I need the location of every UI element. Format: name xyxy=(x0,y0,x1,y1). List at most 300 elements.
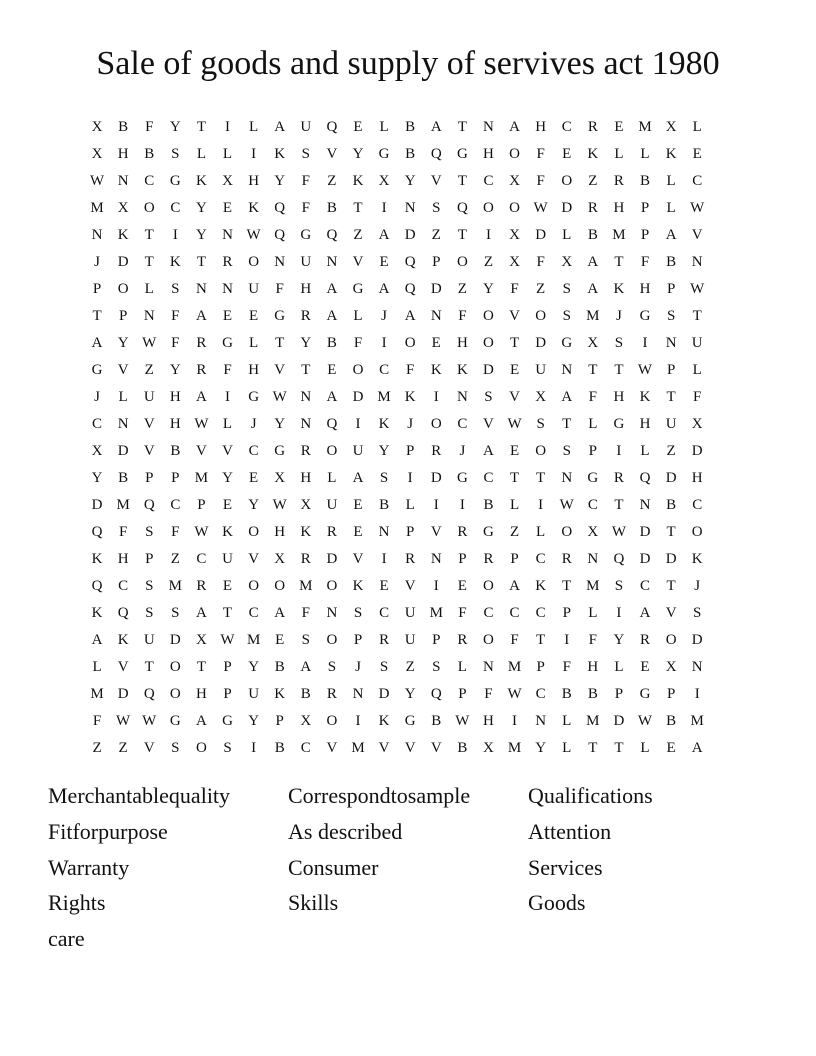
grid-letter: E xyxy=(379,254,389,270)
grid-letter: Q xyxy=(326,119,338,135)
grid-letter: X xyxy=(300,713,312,729)
grid-letter: H xyxy=(169,416,181,432)
grid-letter: M xyxy=(194,470,209,486)
grid-letter: C xyxy=(118,578,129,594)
grid-letter: E xyxy=(509,362,520,378)
grid-letter: E xyxy=(249,308,259,324)
grid-letter: S xyxy=(614,335,624,351)
grid-letter: A xyxy=(639,605,651,621)
grid-letter: E xyxy=(614,119,624,135)
grid-letter: B xyxy=(405,146,416,162)
grid-letter: C xyxy=(483,173,494,189)
grid-letter: S xyxy=(171,281,180,297)
grid-letter: V xyxy=(430,173,442,189)
grid-letter: D xyxy=(665,470,677,486)
grid-letter: M xyxy=(429,605,443,621)
grid-letter: C xyxy=(692,173,703,189)
word-list-item: Merchantablequality xyxy=(48,783,231,808)
grid-letter: B xyxy=(144,146,155,162)
grid-letter: E xyxy=(222,578,233,594)
grid-letter: H xyxy=(456,335,468,351)
grid-letter: O xyxy=(326,578,338,594)
grid-letter: D xyxy=(561,200,573,216)
grid-letter: A xyxy=(587,254,599,270)
grid-letter: S xyxy=(379,470,389,486)
grid-letter: B xyxy=(666,254,677,270)
grid-letter: O xyxy=(274,578,286,594)
grid-letter: Q xyxy=(639,470,651,486)
grid-letter: Y xyxy=(404,686,416,702)
grid-letter: Y xyxy=(378,443,390,459)
grid-letter: F xyxy=(562,659,571,675)
grid-letter: J xyxy=(616,308,622,324)
grid-letter: P xyxy=(145,470,154,486)
grid-letter: T xyxy=(588,740,598,756)
grid-letter: W xyxy=(507,416,522,432)
grid-letter: G xyxy=(613,416,625,432)
grid-letter: O xyxy=(352,362,364,378)
grid-letter: L xyxy=(640,740,650,756)
grid-letter: C xyxy=(640,578,651,594)
grid-letter: B xyxy=(118,470,129,486)
grid-letter: L xyxy=(249,335,259,351)
grid-letter: C xyxy=(170,200,181,216)
grid-letter: H xyxy=(613,389,625,405)
grid-letter: K xyxy=(117,632,129,648)
grid-letter: K xyxy=(352,578,364,594)
grid-letter: Z xyxy=(144,362,154,378)
grid-letter: C xyxy=(535,551,546,567)
grid-letter: I xyxy=(433,497,439,513)
grid-letter: K xyxy=(169,254,181,270)
grid-letter: F xyxy=(92,713,102,729)
grid-letter: F xyxy=(301,605,310,621)
word-list-item: Services xyxy=(528,854,603,880)
grid-letter: L xyxy=(536,524,546,540)
word-list-item: Warranty xyxy=(48,854,130,880)
grid-letter: A xyxy=(274,119,286,135)
grid-letter: M xyxy=(299,578,313,594)
grid-letter: M xyxy=(351,740,365,756)
grid-letter: W xyxy=(533,200,548,216)
grid-letter: Y xyxy=(248,497,260,513)
grid-letter: P xyxy=(432,632,441,648)
grid-letter: Z xyxy=(170,551,180,567)
grid-letter: N xyxy=(352,686,364,702)
grid-letter: W xyxy=(220,632,235,648)
grid-letter: U xyxy=(404,632,416,648)
grid-letter: A xyxy=(665,227,677,243)
grid-letter: T xyxy=(196,659,206,675)
grid-letter: N xyxy=(587,551,599,567)
grid-letter: R xyxy=(483,551,494,567)
grid-letter: K xyxy=(352,173,364,189)
grid-letter: P xyxy=(640,227,650,243)
grid-letter: F xyxy=(171,524,180,540)
grid-letter: S xyxy=(145,578,154,594)
grid-letter: D xyxy=(117,686,129,702)
grid-letter: D xyxy=(535,335,547,351)
grid-letter: S xyxy=(379,659,389,675)
grid-letter: T xyxy=(353,200,363,216)
grid-letter: G xyxy=(222,335,233,351)
grid-letter: S xyxy=(327,659,337,675)
grid-letter: O xyxy=(248,578,260,594)
grid-letter: W xyxy=(89,173,105,189)
grid-letter: E xyxy=(509,443,520,459)
grid-letter: L xyxy=(588,416,598,432)
grid-letter: K xyxy=(196,173,207,189)
word-list-item: As described xyxy=(288,818,403,844)
grid-letter: O xyxy=(691,524,703,540)
grid-letter: A xyxy=(326,389,338,405)
grid-letter: T xyxy=(692,308,702,324)
grid-letter: V xyxy=(509,389,520,405)
grid-letter: Z xyxy=(457,281,467,297)
grid-letter: A xyxy=(587,281,599,297)
grid-letter: E xyxy=(431,335,441,351)
grid-letter: T xyxy=(614,254,624,270)
grid-letter: G xyxy=(587,470,599,486)
grid-letter: O xyxy=(483,632,494,648)
grid-letter: V xyxy=(483,416,494,432)
grid-letter: G xyxy=(639,686,651,702)
grid-letter: I xyxy=(355,713,361,729)
grid-letter: W xyxy=(246,227,261,243)
grid-letter: T xyxy=(509,470,520,486)
grid-letter: E xyxy=(640,659,650,675)
grid-letter: S xyxy=(666,308,676,324)
grid-letter: F xyxy=(353,335,363,351)
grid-letter: F xyxy=(301,173,310,189)
grid-letter: A xyxy=(91,335,103,351)
grid-letter: S xyxy=(562,443,571,459)
grid-letter: T xyxy=(666,389,676,405)
word-list-item: Consumer xyxy=(288,854,379,880)
grid-letter: Q xyxy=(91,578,103,594)
grid-letter: H xyxy=(483,146,494,162)
grid-letter: W xyxy=(194,416,209,432)
grid-letter: F xyxy=(510,281,519,297)
grid-letter: P xyxy=(536,659,545,675)
grid-letter: C xyxy=(379,362,390,378)
grid-letter: Y xyxy=(613,632,625,648)
grid-letter: L xyxy=(562,227,572,243)
grid-letter: C xyxy=(561,119,572,135)
grid-letter: B xyxy=(587,227,598,243)
grid-letter: E xyxy=(353,497,363,513)
grid-letter: P xyxy=(118,308,128,324)
grid-letter: O xyxy=(535,443,547,459)
grid-letter: A xyxy=(509,119,520,135)
grid-letter: N xyxy=(430,551,442,567)
grid-letter: I xyxy=(616,443,622,459)
grid-letter: A xyxy=(326,308,338,324)
grid-letter: Y xyxy=(248,713,260,729)
grid-letter: N xyxy=(483,119,494,135)
grid-letter: R xyxy=(196,362,207,378)
grid-letter: W xyxy=(637,362,653,378)
grid-letter: B xyxy=(274,740,285,756)
grid-letter: D xyxy=(326,551,338,567)
grid-letter: X xyxy=(691,416,703,432)
word-list-item: Qualifications xyxy=(528,783,653,808)
grid-letter: P xyxy=(432,254,441,270)
grid-letter: D xyxy=(352,389,364,405)
grid-letter: H xyxy=(300,281,312,297)
grid-letter: T xyxy=(614,497,624,513)
grid-letter: H xyxy=(587,659,599,675)
grid-letter: S xyxy=(171,605,180,621)
grid-letter: S xyxy=(536,416,545,432)
grid-letter: W xyxy=(690,200,705,216)
grid-letter: K xyxy=(430,362,442,378)
grid-letter: U xyxy=(222,551,233,567)
word-list-item: Goods xyxy=(528,890,586,916)
grid-letter: K xyxy=(248,200,260,216)
grid-letter: H xyxy=(535,119,547,135)
grid-letter: A xyxy=(196,389,207,405)
grid-letter: N xyxy=(326,605,338,621)
grid-letter: G xyxy=(456,470,468,486)
grid-letter: L xyxy=(588,605,598,621)
grid-letter: Q xyxy=(274,200,286,216)
grid-letter: A xyxy=(430,119,442,135)
grid-letter: Y xyxy=(274,173,286,189)
grid-letter: F xyxy=(640,254,650,270)
grid-letter: T xyxy=(666,578,676,594)
grid-letter: E xyxy=(327,362,337,378)
word-search-grid xyxy=(84,114,710,762)
grid-letter: N xyxy=(561,362,573,378)
grid-letter: T xyxy=(614,740,624,756)
word-list-item: Attention xyxy=(528,818,612,844)
grid-letter: P xyxy=(666,686,676,702)
grid-letter: N xyxy=(196,281,207,297)
grid-letter: T xyxy=(196,119,206,135)
grid-letter: M xyxy=(586,308,600,324)
grid-letter: B xyxy=(457,740,468,756)
grid-letter: B xyxy=(170,443,181,459)
grid-letter: P xyxy=(640,200,650,216)
grid-letter: C xyxy=(300,740,311,756)
grid-letter: W xyxy=(455,713,470,729)
grid-letter: I xyxy=(564,632,570,648)
grid-letter: Z xyxy=(509,524,520,540)
grid-letter: L xyxy=(92,659,102,675)
grid-letter: F xyxy=(693,389,702,405)
grid-letter: W xyxy=(142,713,157,729)
grid-letter: A xyxy=(326,281,338,297)
grid-letter: C xyxy=(248,605,259,621)
grid-letter: E xyxy=(353,119,363,135)
grid-letter: V xyxy=(143,416,155,432)
grid-letter: D xyxy=(691,443,703,459)
grid-letter: G xyxy=(274,308,286,324)
grid-letter: N xyxy=(300,416,312,432)
grid-letter: S xyxy=(484,389,493,405)
grid-letter: A xyxy=(378,227,390,243)
grid-letter: X xyxy=(117,200,129,216)
grid-letter: C xyxy=(483,605,494,621)
grid-letter: F xyxy=(510,632,519,648)
grid-letter: M xyxy=(586,578,600,594)
grid-letter: O xyxy=(326,632,338,648)
grid-letter: U xyxy=(248,281,260,297)
grid-letter: I xyxy=(512,713,518,729)
grid-letter: W xyxy=(272,497,287,513)
grid-letter: H xyxy=(300,470,312,486)
grid-letter: M xyxy=(168,578,182,594)
grid-letter: N xyxy=(143,308,155,324)
grid-letter: H xyxy=(196,686,207,702)
grid-letter: B xyxy=(483,497,494,513)
grid-letter: W xyxy=(611,524,626,540)
grid-letter: P xyxy=(666,362,676,378)
grid-letter: W xyxy=(272,389,287,405)
grid-letter: Y xyxy=(535,740,547,756)
grid-letter: G xyxy=(404,713,416,729)
grid-letter: K xyxy=(91,605,103,621)
grid-letter: X xyxy=(300,497,312,513)
grid-letter: F xyxy=(588,389,597,405)
grid-letter: B xyxy=(326,200,337,216)
grid-letter: V xyxy=(143,443,155,459)
grid-letter: T xyxy=(666,524,676,540)
grid-letter: R xyxy=(640,632,651,648)
grid-letter: S xyxy=(171,146,180,162)
grid-letter: T xyxy=(457,119,467,135)
grid-letter: R xyxy=(561,551,572,567)
grid-letter: P xyxy=(406,443,415,459)
grid-letter: M xyxy=(116,497,130,513)
grid-letter: O xyxy=(483,335,494,351)
grid-letter: W xyxy=(116,713,131,729)
grid-letter: P xyxy=(223,659,232,675)
grid-letter: V xyxy=(326,740,338,756)
grid-letter: X xyxy=(535,389,547,405)
grid-letter: K xyxy=(456,362,468,378)
grid-letter: Z xyxy=(431,227,441,243)
grid-letter: L xyxy=(509,497,520,513)
grid-letter: C xyxy=(92,416,103,432)
grid-letter: T xyxy=(614,362,624,378)
grid-letter: N xyxy=(326,254,338,270)
grid-letter: K xyxy=(274,146,286,162)
grid-letter: N xyxy=(378,524,390,540)
grid-letter: L xyxy=(666,173,676,189)
grid-letter: Q xyxy=(91,524,103,540)
grid-letter: D xyxy=(639,551,651,567)
grid-letter: R xyxy=(431,443,442,459)
grid-letter: S xyxy=(432,659,441,675)
grid-letter: H xyxy=(274,524,286,540)
grid-letter: Q xyxy=(326,227,338,243)
word-list-item: care xyxy=(48,926,85,952)
grid-letter: R xyxy=(587,119,598,135)
grid-letter: Y xyxy=(352,146,364,162)
grid-letter: L xyxy=(692,362,702,378)
grid-letter: I xyxy=(433,389,439,405)
grid-letter: X xyxy=(274,470,286,486)
grid-letter: N xyxy=(117,173,129,189)
grid-letter: L xyxy=(614,659,624,675)
grid-letter: K xyxy=(535,578,547,594)
grid-letter: R xyxy=(326,524,337,540)
grid-letter: D xyxy=(117,443,129,459)
grid-letter: Y xyxy=(196,200,207,216)
grid-letter: T xyxy=(144,254,154,270)
grid-letter: C xyxy=(379,605,390,621)
grid-letter: D xyxy=(691,632,703,648)
grid-letter: H xyxy=(169,389,181,405)
grid-letter: G xyxy=(169,713,181,729)
grid-letter: L xyxy=(144,281,154,297)
grid-letter: Q xyxy=(143,497,155,513)
word-list-item: Skills xyxy=(288,890,339,916)
grid-letter: Q xyxy=(430,686,442,702)
grid-letter: H xyxy=(639,281,651,297)
grid-letter: N xyxy=(665,335,677,351)
grid-letter: E xyxy=(275,632,285,648)
grid-letter: K xyxy=(378,713,390,729)
grid-letter: X xyxy=(274,551,286,567)
grid-letter: D xyxy=(404,227,416,243)
grid-letter: T xyxy=(509,335,520,351)
grid-letter: N xyxy=(483,659,494,675)
grid-letter: E xyxy=(562,146,572,162)
grid-letter: K xyxy=(691,551,703,567)
grid-letter: P xyxy=(353,632,363,648)
grid-letter: L xyxy=(640,443,650,459)
grid-letter: F xyxy=(171,308,180,324)
grid-letter: B xyxy=(300,686,311,702)
grid-letter: H xyxy=(117,146,129,162)
grid-letter: N xyxy=(535,713,547,729)
grid-letter: Q xyxy=(456,200,468,216)
grid-letter: S xyxy=(301,146,310,162)
grid-letter: W xyxy=(637,713,653,729)
grid-letter: B xyxy=(640,173,651,189)
grid-letter: I xyxy=(616,605,622,621)
grid-letter: K xyxy=(300,524,312,540)
grid-letter: X xyxy=(196,632,207,648)
grid-letter: N xyxy=(561,470,573,486)
grid-letter: O xyxy=(326,713,338,729)
grid-letter: V xyxy=(143,740,155,756)
grid-letter: Z xyxy=(327,173,337,189)
grid-letter: H xyxy=(613,200,625,216)
grid-letter: L xyxy=(640,146,650,162)
grid-letter: I xyxy=(694,686,700,702)
grid-letter: B xyxy=(379,497,390,513)
grid-letter: K xyxy=(117,227,129,243)
grid-letter: B xyxy=(274,659,285,675)
grid-letter: V xyxy=(378,740,390,756)
grid-letter: C xyxy=(170,497,181,513)
grid-letter: H xyxy=(691,470,703,486)
grid-letter: B xyxy=(326,335,337,351)
grid-letter: P xyxy=(614,686,624,702)
grid-letter: T xyxy=(144,659,154,675)
grid-letter: F xyxy=(536,146,545,162)
grid-letter: M xyxy=(638,119,652,135)
grid-letter: O xyxy=(143,200,155,216)
grid-letter: V xyxy=(430,524,442,540)
grid-letter: R xyxy=(587,200,598,216)
grid-letter: G xyxy=(483,524,494,540)
grid-letter: N xyxy=(300,389,312,405)
